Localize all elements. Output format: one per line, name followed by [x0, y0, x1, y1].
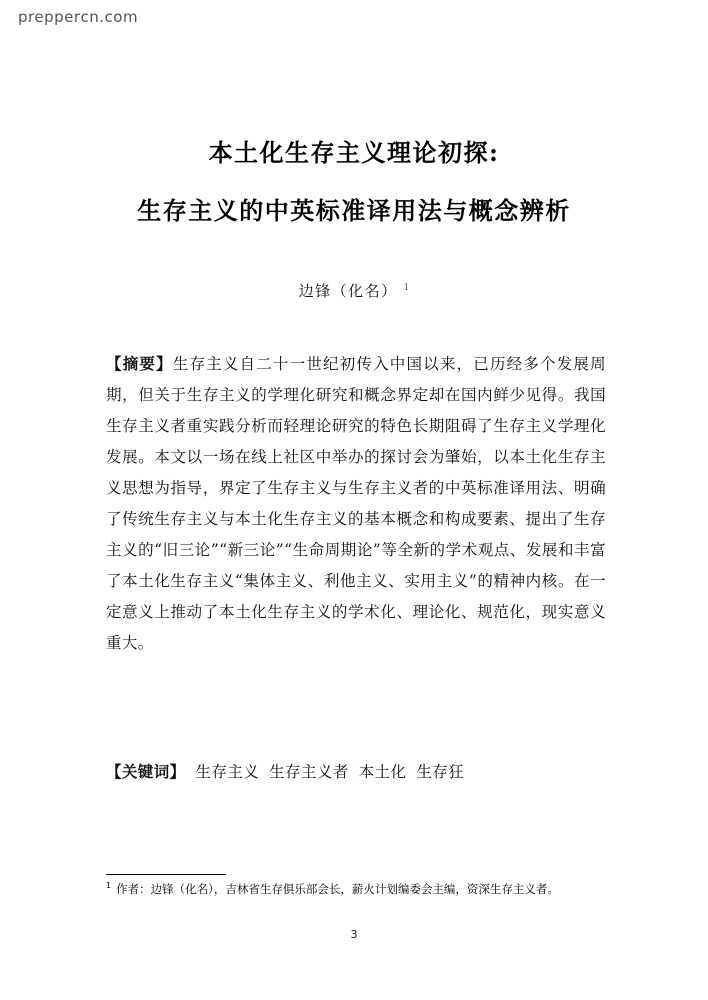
abstract-paragraph	[106, 348, 606, 659]
author-line	[0, 280, 708, 301]
watermark-text: prepperсn.com	[18, 8, 139, 26]
keyword-item: 生存狂	[416, 763, 465, 781]
author-footnote-ref: 1	[403, 283, 410, 293]
footnote-marker: 1	[106, 881, 112, 891]
abstract-label: 【摘要】	[106, 354, 173, 373]
abstract-text: 生存主义自二十一世纪初传入中国以来，已历经多个发展周期，但关于生存主义的学理化研究和概念界定却在国内鲜少见得。我国生存主义者重实践分析而轻理论研究的特色长期阻碍了生存主义学理化发展。本文以一场在线上社区中举办的探讨会为肇始，以本土化生存主义思想为指导，界定了生存主义与生存主义者的中英标准译用法、明确了传统生存主义与本土化生存主义的基本概念和构成要素、提出了生存主义的“旧三论”“新三论”“生命周期论”等全新的学术观点、发展和丰富了本土化生存主义“集体主义、利他主义、实用主义”的精神内核。在一定意义上推动了本土化生存主义的学术化、理论化、规范化，现实意义重大。	[106, 355, 606, 652]
paper-title-line-1: 本土化生存主义理论初探:	[208, 138, 500, 167]
keyword-item: 生存主义者	[269, 763, 349, 781]
footnote-divider	[106, 874, 226, 875]
footnote	[106, 881, 666, 897]
author-name: 边锋（化名）	[298, 282, 398, 300]
keywords-label: 【关键词】	[106, 762, 186, 781]
keyword-item: 本土化	[358, 763, 407, 781]
keywords-line	[106, 760, 626, 782]
footnote-text: 作者：边锋（化名），吉林省生存俱乐部会长，薪火计划编委会主编，资深生存主义者。	[116, 882, 559, 896]
paper-title-line-2: 生存主义的中英标准译用法与概念辨析	[137, 196, 571, 225]
page-number: 3	[350, 928, 358, 941]
keyword-item: 生存主义	[195, 763, 260, 781]
